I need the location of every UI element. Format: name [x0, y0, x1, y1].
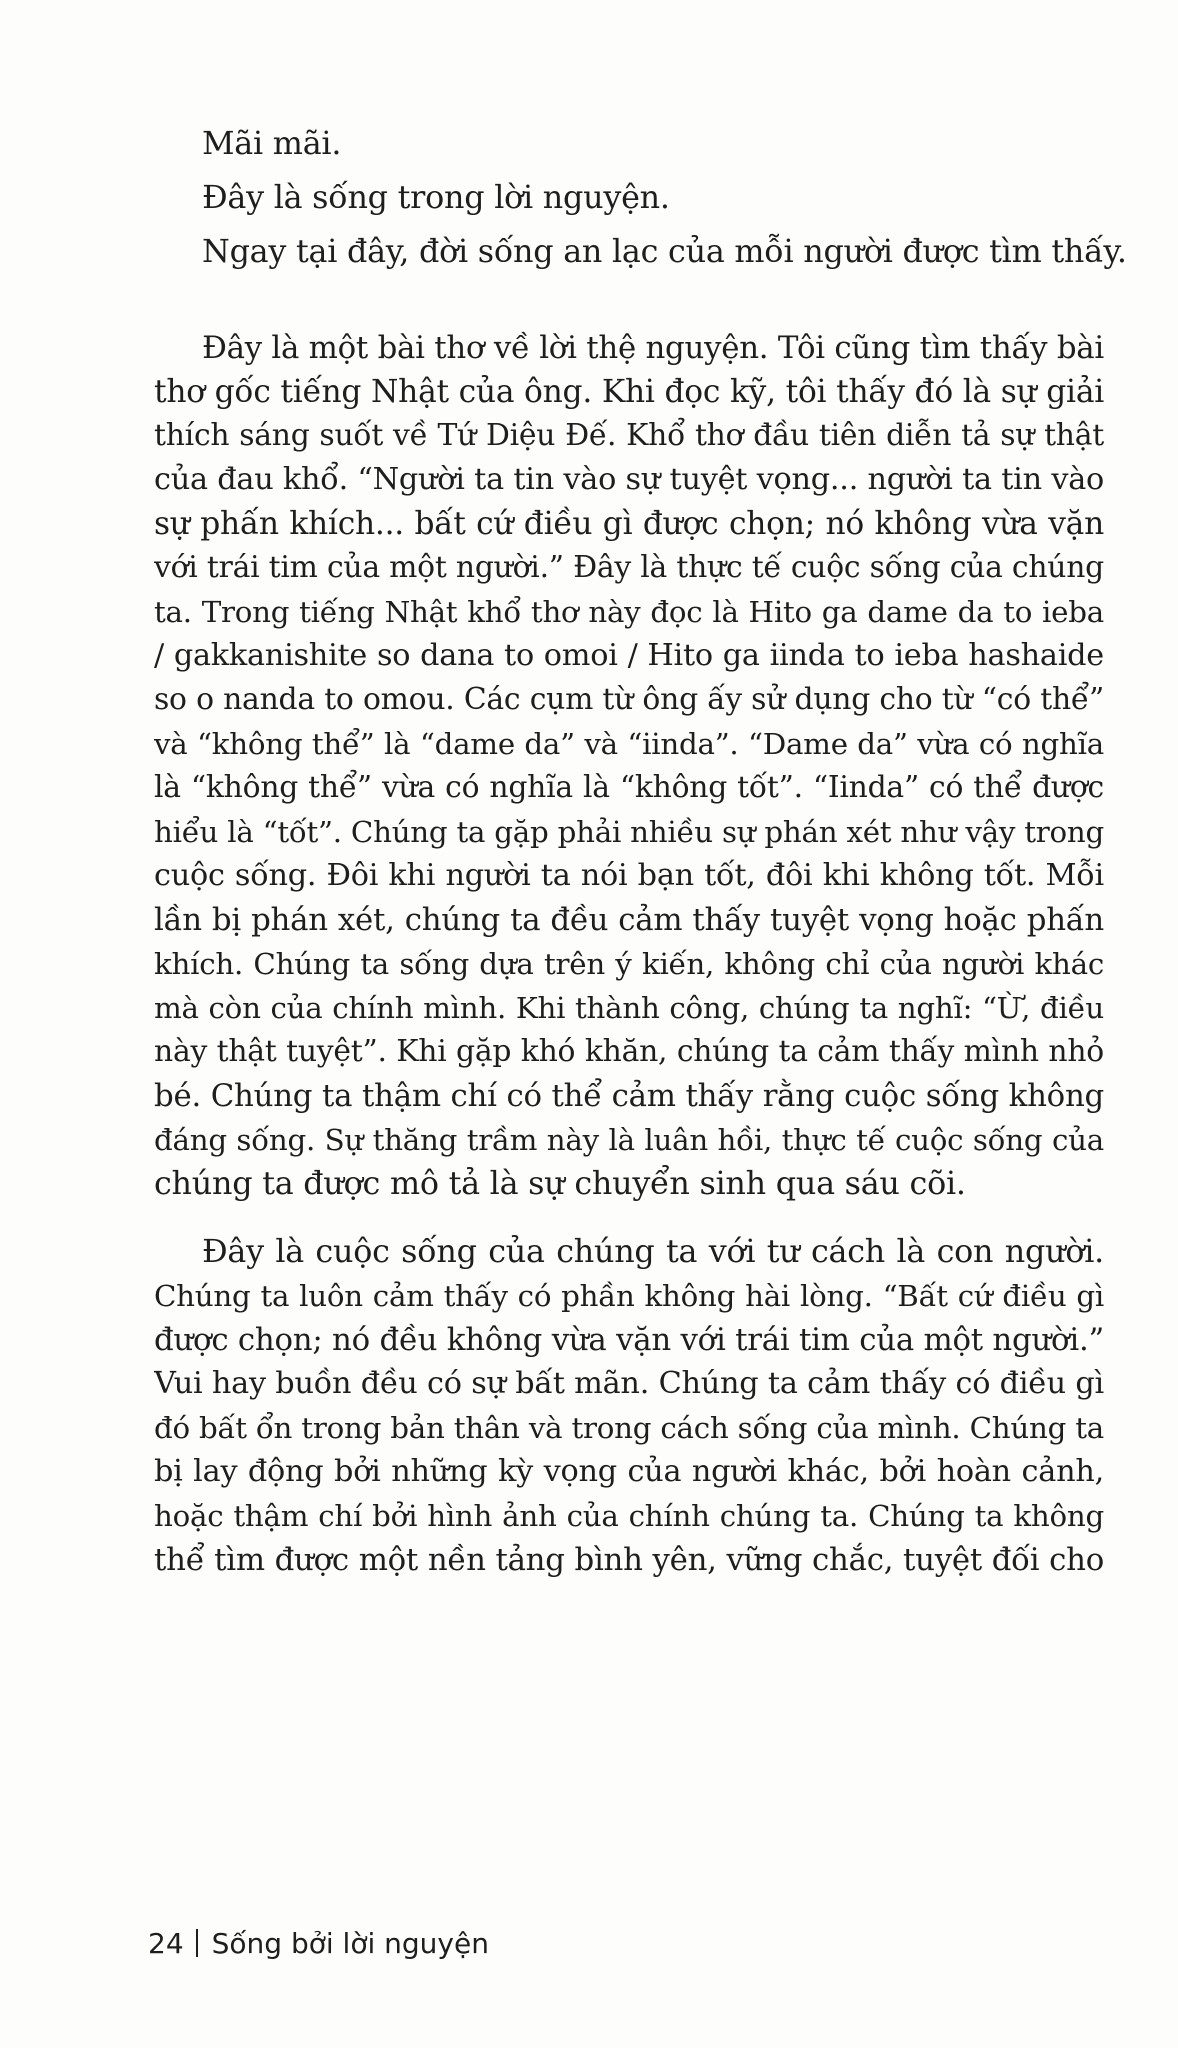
- poem-line: Mãi mãi.: [202, 125, 342, 162]
- paragraph-line: bé. Chúng ta thậm chí có thể cảm thấy rằng cuộc sống không: [154, 1078, 1104, 1114]
- paragraph-line: khích. Chúng ta sống dựa trên ý kiến, không chỉ của người khác: [154, 947, 1104, 981]
- running-title: Sống bởi lời nguyện: [211, 1927, 489, 1960]
- page-number: 24: [148, 1927, 184, 1960]
- paragraph-line: sự phấn khích... bất cứ điều gì được chọn; nó không vừa vặn: [154, 506, 1104, 542]
- page-footer: [148, 1926, 489, 1962]
- paragraph-line: Vui hay buồn đều có sự bất mãn. Chúng ta cảm thấy có điều gì: [154, 1366, 1104, 1401]
- poem-stanza: [202, 122, 1127, 274]
- paragraph-line: này thật tuyệt”. Khi gặp khó khăn, chúng ta cảm thấy mình nhỏ: [154, 1034, 1104, 1069]
- paragraph-line: mà còn của chính mình. Khi thành công, chúng ta nghĩ: “Ừ, điều: [154, 991, 1104, 1025]
- paragraph-line: là “không thể” vừa có nghĩa là “không tốt”. “Iinda” có thể được: [154, 770, 1104, 805]
- paragraph-line: cuộc sống. Đôi khi người ta nói bạn tốt, đôi khi không tốt. Mỗi: [154, 858, 1104, 893]
- paragraph-line: / gakkanishite so dana to omoi / Hito ga iinda to ieba hashaide: [154, 638, 1104, 673]
- paragraph: [154, 1230, 1104, 1582]
- poem-line: Đây là sống trong lời nguyện.: [202, 179, 670, 216]
- paragraph-line: lần bị phán xét, chúng ta đều cảm thấy tuyệt vọng hoặc phấn: [154, 902, 1104, 938]
- paragraph-line: Chúng ta luôn cảm thấy có phần không hài lòng. “Bất cứ điều gì: [154, 1279, 1104, 1313]
- paragraph-line: hiểu là “tốt”. Chúng ta gặp phải nhiều sự phán xét như vậy trong: [154, 815, 1104, 849]
- paragraph-line: với trái tim của một người.” Đây là thực tế cuộc sống của chúng: [154, 550, 1104, 585]
- paragraph-line: chúng ta được mô tả là sự chuyển sinh qua sáu cõi.: [154, 1165, 966, 1202]
- paragraph-line: và “không thể” là “dame da” và “iinda”. “Dame da” vừa có nghĩa: [154, 727, 1104, 761]
- page-text: [154, 122, 1127, 1582]
- paragraph-line: so o nanda to omou. Các cụm từ ông ấy sử dụng cho từ “có thể”: [154, 682, 1104, 717]
- paragraph-line: thơ gốc tiếng Nhật của ông. Khi đọc kỹ, tôi thấy đó là sự giải: [154, 374, 1104, 410]
- paragraph-line: Đây là cuộc sống của chúng ta với tư cách là con người.: [202, 1233, 1104, 1270]
- paragraph-line: đó bất ổn trong bản thân và trong cách sống của mình. Chúng ta: [154, 1411, 1104, 1445]
- poem-line: Ngay tại đây, đời sống an lạc của mỗi người được tìm thấy.: [202, 233, 1127, 270]
- paragraph: [154, 326, 1104, 1206]
- paragraph-line: Đây là một bài thơ về lời thệ nguyện. Tôi cũng tìm thấy bài: [202, 330, 1104, 366]
- paragraph-line: thích sáng suốt về Tứ Diệu Đế. Khổ thơ đầu tiên diễn tả sự thật: [154, 418, 1104, 453]
- paragraph-line: thể tìm được một nền tảng bình yên, vững chắc, tuyệt đối cho: [154, 1542, 1104, 1578]
- paragraph-line: hoặc thậm chí bởi hình ảnh của chính chúng ta. Chúng ta không: [154, 1499, 1104, 1533]
- paragraph-line: bị lay động bởi những kỳ vọng của người khác, bởi hoàn cảnh,: [154, 1454, 1104, 1489]
- footer-separator: [196, 1929, 198, 1957]
- paragraph-line: đáng sống. Sự thăng trầm này là luân hồi, thực tế cuộc sống của: [154, 1123, 1104, 1157]
- paragraph-line: ta. Trong tiếng Nhật khổ thơ này đọc là Hito ga dame da to ieba: [154, 595, 1104, 629]
- paragraph-line: được chọn; nó đều không vừa vặn với trái tim của một người.”: [154, 1322, 1104, 1358]
- paragraph-line: của đau khổ. “Người ta tin vào sự tuyệt vọng... người ta tin vào: [154, 462, 1104, 497]
